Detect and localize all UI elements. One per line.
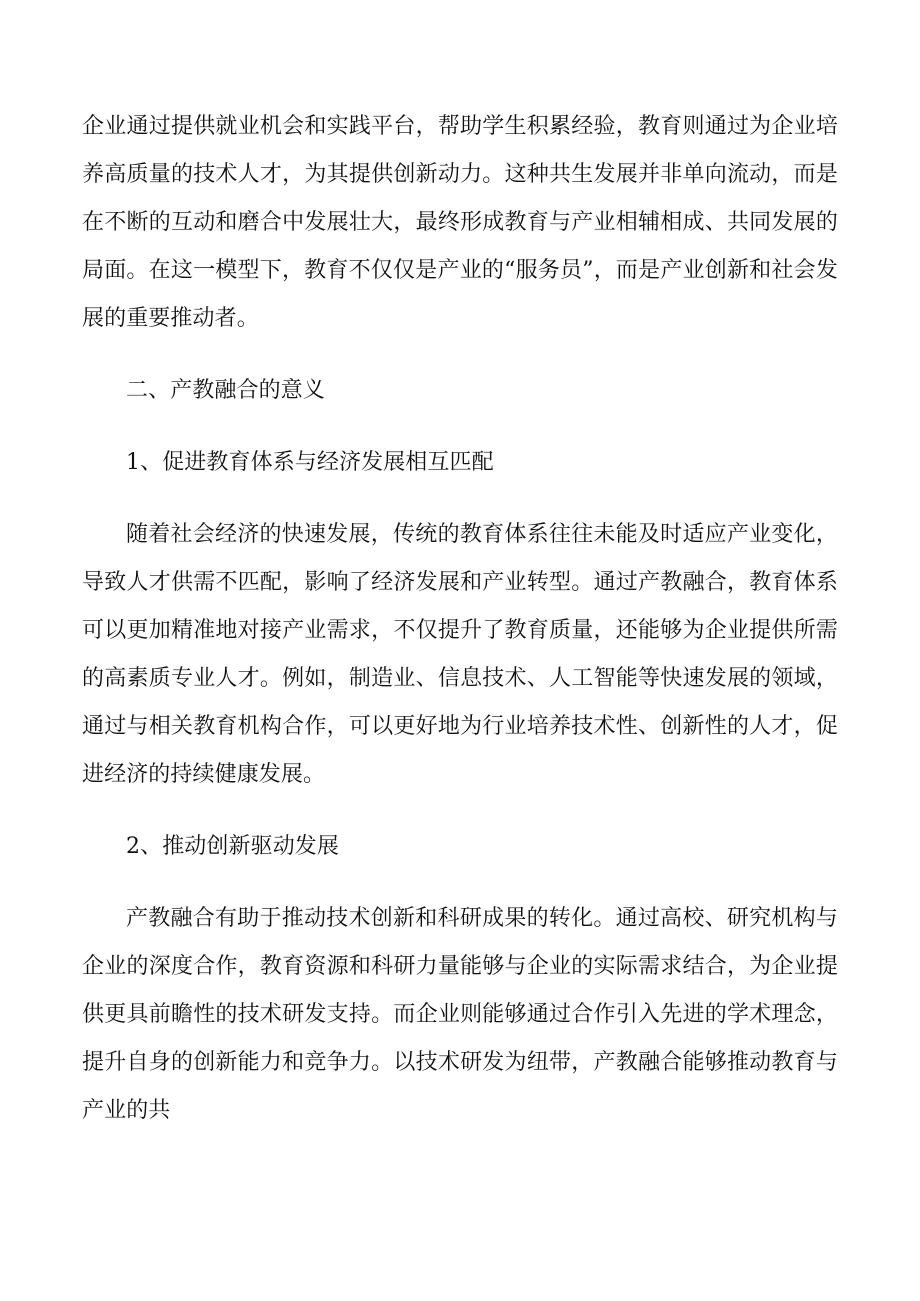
spacer [82, 415, 838, 439]
spacer [82, 343, 838, 367]
section-heading-significance: 二、产教融合的意义 [126, 378, 325, 403]
paragraph-matching: 随着社会经济的快速发展，传统的教育体系往往未能及时适应产业变化，导致人才供需不匹配，影响了经济发展和产业转型。通过产教融合，教育体系可以更加精准地对接产业需求，不仅提升了教育质量，还能够为企业提供所需的高素质专业人才。例如，制造业、信息技术、人工智能等快速发展的领域，通过与相关教育机构合作，可以更好地为行业培养技术性、创新性的人才，促进经济的持续健康发展。 [82, 522, 838, 787]
document-body [82, 103, 838, 1135]
spacer [82, 799, 838, 823]
subheading-matching: 1、促进教育体系与经济发展相互匹配 [126, 450, 494, 475]
subheading-innovation: 2、推动创新驱动发展 [126, 834, 339, 859]
paragraph-intro: 企业通过提供就业机会和实践平台，帮助学生积累经验，教育则通过为企业培养高质量的技术人才，为其提供创新动力。这种共生发展并非单向流动，而是在不断的互动和磨合中发展壮大，最终形成教育与产业相辅相成、共同发展的局面。在这一模型下，教育不仅仅是产业的“服务员”，而是产业创新和社会发展的重要推动者。 [82, 114, 838, 331]
spacer [82, 487, 838, 511]
paragraph-innovation: 产教融合有助于推动技术创新和科研成果的转化。通过高校、研究机构与企业的深度合作，教育资源和科研力量能够与企业的实际需求结合，为企业提供更具前瞻性的技术研发支持。而企业则能够通过合作引入先进的学术理念，提升自身的创新能力和竞争力。以技术研发为纽带，产教融合能够推动教育与产业的共 [82, 906, 838, 1123]
spacer [82, 871, 838, 895]
